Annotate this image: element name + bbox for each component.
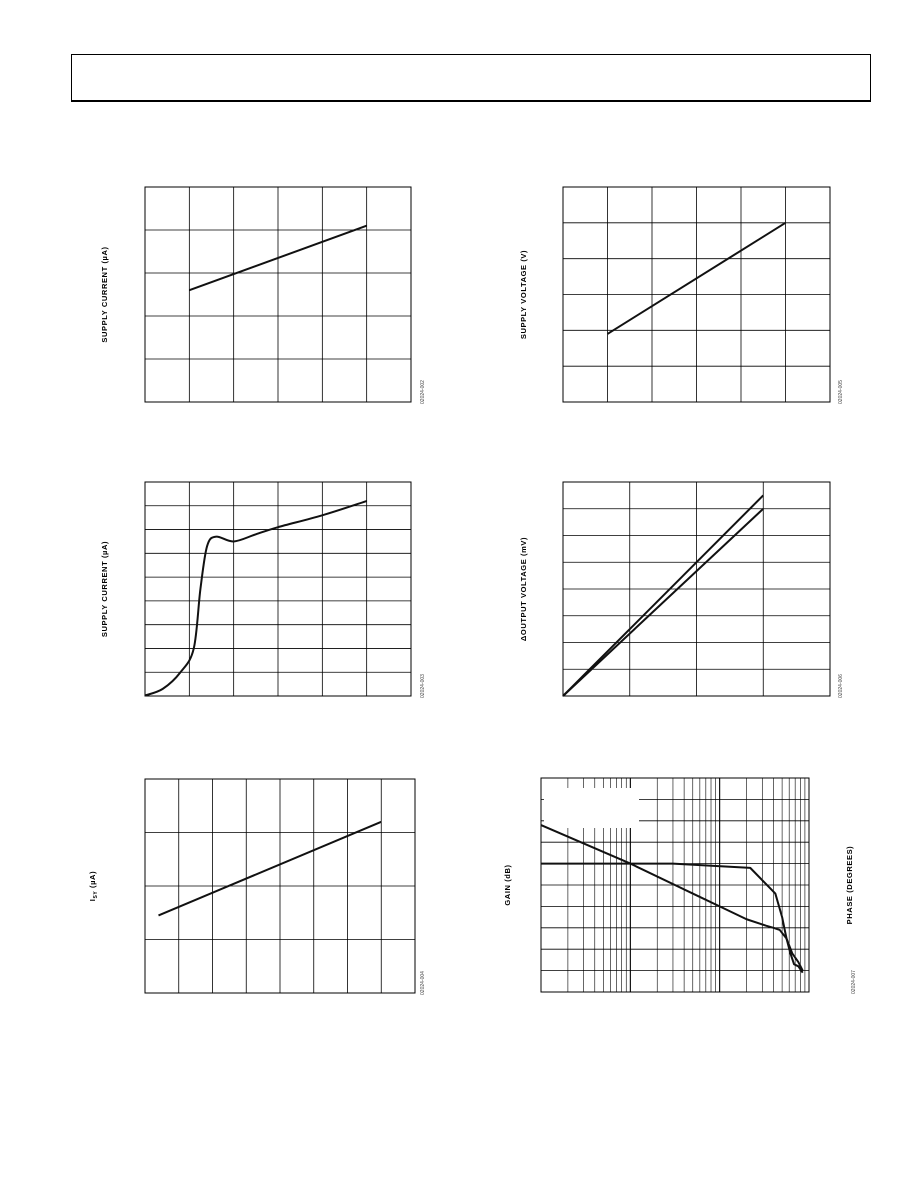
- y-axis-label-sub: SY: [93, 890, 99, 899]
- figure-code: 02024-003: [420, 674, 426, 698]
- y-axis-label: SUPPLY CURRENT (µA): [100, 540, 109, 638]
- series-line-2: [541, 825, 803, 971]
- y-axis-label: $I_{SY}$ (µA): [88, 870, 99, 902]
- y-axis-label: ΔOUTPUT VOLTAGE (mV): [519, 536, 528, 642]
- y2-axis-label: PHASE (DEGREES): [845, 845, 854, 925]
- figure-code: 02024-005: [838, 380, 844, 404]
- y-axis-label: SUPPLY VOLTAGE (V): [519, 249, 528, 340]
- figure-code: 02024-006: [838, 674, 844, 698]
- y-axis-label-unit: (µA): [88, 870, 97, 891]
- series-line-1: [541, 864, 803, 973]
- figure-code: 02024-007: [851, 970, 857, 994]
- y-axis-label: GAIN (dB): [503, 864, 512, 906]
- y-axis-label: SUPPLY CURRENT (µA): [100, 246, 109, 343]
- legend-blank: [544, 788, 639, 828]
- figure-code: 02024-004: [420, 971, 426, 995]
- figure-code: 02024-002: [420, 380, 426, 404]
